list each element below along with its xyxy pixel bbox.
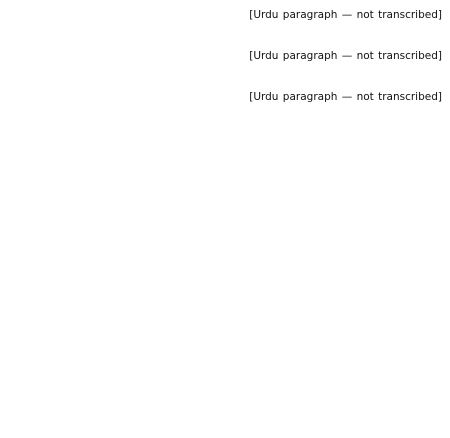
article-paragraph-intro: [Urdu paragraph — not transcribed] [249,9,442,21]
article-paragraph-body: [Urdu paragraph — not transcribed] [249,50,442,62]
article-paragraph-closing: [Urdu paragraph — not transcribed] [249,91,442,103]
